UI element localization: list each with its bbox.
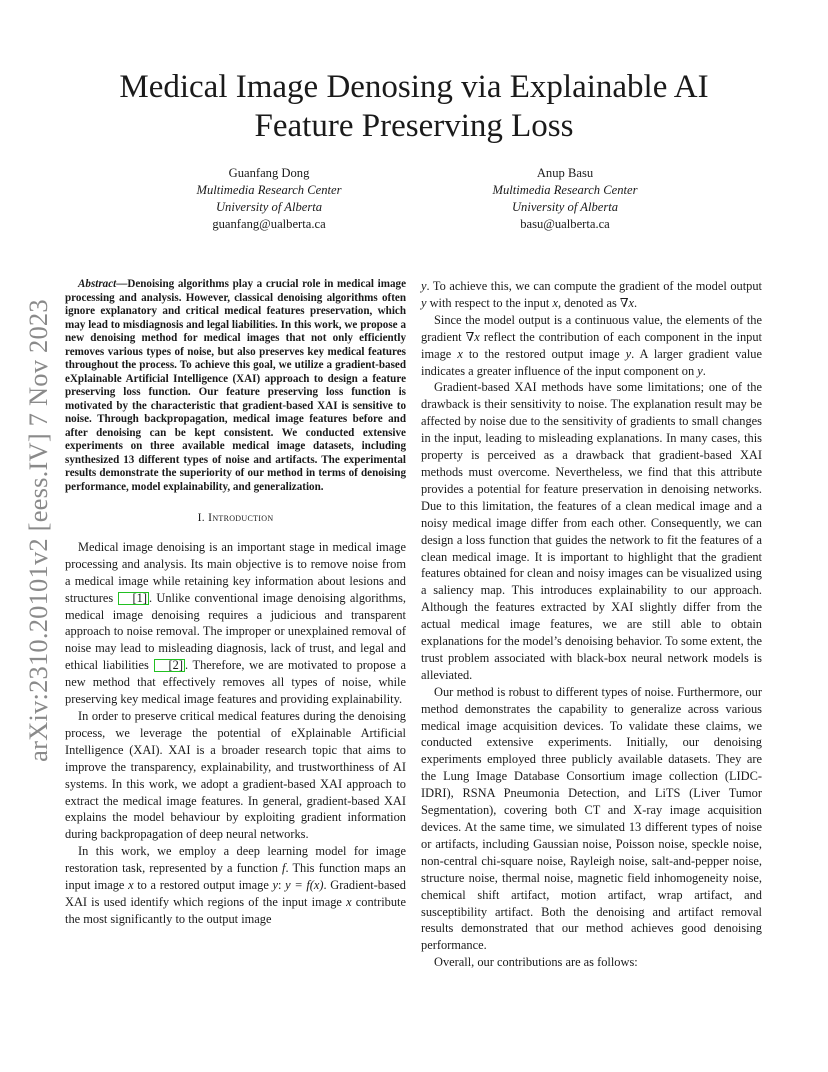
author-university: University of Alberta xyxy=(215,200,323,214)
citation-link[interactable]: [2] xyxy=(154,659,185,672)
section-numeral: I. xyxy=(197,511,205,524)
text-run: . A larger gradient value indicates a greater influence of the input component on xyxy=(421,346,762,378)
text-run: In this work, we employ a deep learning model for image restoration task, represented by a function xyxy=(65,844,406,876)
text-run: . Gradient-based XAI is used identify which regions of the input image xyxy=(65,878,406,909)
text-run: . xyxy=(702,363,706,378)
left-column xyxy=(65,278,406,928)
text-run: to the restored output image xyxy=(462,346,626,361)
text-run: . Unlike conventional image denoising algorithms, medical image denoising requires a judicious and transparent approach to noise removal. The improper or unexplained removal of noise may lead to misleading diagnosis, lack of trust, and legal and ethical liabilities xyxy=(65,590,406,673)
arxiv-stamp-text: arXiv:2310.20101v2 [eess.IV] 7 Nov 2023 xyxy=(22,298,53,762)
author-university: University of Alberta xyxy=(511,200,619,214)
abstract xyxy=(65,278,406,494)
text-run: Medical image denoising is an important stage in medical image processing and analysis. Its main objective is to remove noise from a medical image while retaining key information about lesions and structures xyxy=(65,539,406,605)
intro-paragraph-6: Our method is robust to different types of noise. Furthermore, our method demonstrates the capability to generalize across various medical image acquisition devices. To validate these claims, we conducted extensive experiments. Initially, our denoising experiments employed three publicly available datasets. They are the Lung Image Database Consortium image collection (LIDC-IDRI), RSNA Pneumonia Detection, and LiTS (Liver Tumor Segmentation), covering both CT and X-ray image acquisition devices. At the same time, we simulated 13 different types of noise or artifacts, including Gaussian noise, Poisson noise, speckle noise, non-central chi-square noise, Rayleigh noise, salt-and-pepper noise, structure noise, thermal noise, magnetic field inhomogeneity noise, chemical shift artifact, motion artifact, wrap artifact, and susceptibility artifact. Both the denoising and artifact removal results demonstrated that our method achieves good denoising performance. xyxy=(421,684,762,953)
author-email: basu@ualberta.ca xyxy=(520,217,610,231)
author-affiliation: Multimedia Research Center xyxy=(492,183,638,197)
math-symbol: x xyxy=(346,894,352,909)
abstract-label: Abstract xyxy=(78,278,117,290)
author-affiliation: Multimedia Research Center xyxy=(196,183,342,197)
text-run: , denoted as xyxy=(557,295,620,310)
paper-title xyxy=(80,68,748,146)
abstract-text: Denoising algorithms play a crucial role in medical image processing and analysis. However, classical denoising algorithms often ignore explanatory and critical medical features preservation, which may lead to misdiagnosis and legal liabilities. In this work, we propose a new denoising method for medical images that not only efficiently removes various types of noise, but also preserves key medical features throughout the process. To achieve this goal, we utilize a gradient-based eXplainable Artificial Intelligence (XAI) approach to design a feature preserving loss function. Our feature preserving loss function is motivated by the characteristic that gradient-based XAI is sensitive to noise. Through backpropagation, medical image features before and after denoising can be kept consistent. We conducted extensive experiments on three available medical image datasets, including synthesized 13 different types of noise and artifacts. The experimental results demonstrate the superiority of our method in terms of denoising performance, model explainability, and generalization. xyxy=(65,278,406,493)
author-block-1 xyxy=(129,165,409,233)
math-symbol: x xyxy=(128,878,134,893)
text-run: with respect to the input xyxy=(426,295,553,310)
math-equation: y = f(x) xyxy=(285,878,324,893)
title-line-1: Medical Image Denosing via Explainable AI xyxy=(119,69,709,105)
intro-paragraph-5: Gradient-based XAI methods have some limitations; one of the drawback is their sensitivity to noise. The explanation result may be affected by noise due to the sensitivity of gradients to small changes in the input, leading to misleading explanations. In many cases, this property is perceived as a drawback that gradient-based XAI methods must overcome. Nevertheless, we find that this attribute provides a potential for feature preservation in denoising networks. Due to this limitation, the features of a clean medical image and a noisy medical image differ from each other. Consequently, we can design a loss function that guides the network to fit the features of a clean medical image. It is important to highlight that the gradient features obtained for clean and noisy images can be visualized using a saliency map. This introduces explainability to our approach. Although the features extracted by XAI slightly differ from the actual medical image features, we are still able to obtain explanations for the model’s denoising behavior. To some extent, the trust problem associated with black-box neural network models is alleviated. xyxy=(421,380,762,682)
math-symbol: ∇x xyxy=(465,329,480,344)
math-symbol: y xyxy=(272,878,279,893)
math-symbol: y xyxy=(625,346,632,361)
text-run: . This function maps an input image xyxy=(65,861,406,893)
text-run: contribute the most significantly to the output image xyxy=(65,894,406,926)
text-run: . Therefore, we are motivated to propose a new method that effectively removes all types of noise, while preserving key medical image features and providing explainability. xyxy=(65,658,406,707)
intro-paragraph-2: In order to preserve critical medical features during the denoising process, we leverage the potential of eXplainable Artificial Intelligence (XAI). XAI is a broader research topic that aims to improve the transparency, explainability, and trustworthiness of AI systems. In this work, we adopt a gradient-based XAI approach to extract the medical image features. In general, gradient-based XAI explains the model behaviour by exploiting gradient information during backpropagation of deep neural networks. xyxy=(65,708,406,842)
intro-paragraph-4 xyxy=(421,312,762,380)
abstract-dash: — xyxy=(116,278,128,290)
citation-link[interactable]: [1] xyxy=(118,592,149,605)
intro-paragraph-1 xyxy=(65,539,406,708)
text-run: : xyxy=(278,878,286,893)
section-name: Introduction xyxy=(208,511,274,524)
author-name: Anup Basu xyxy=(536,166,594,180)
text-run: . To achieve this, we can compute the gradient of the model output xyxy=(426,279,762,293)
math-symbol: y xyxy=(421,295,427,310)
section-heading-introduction xyxy=(65,510,406,527)
text-run: reflect the contribution of each component in the input image xyxy=(421,329,762,361)
math-symbol: f xyxy=(282,861,286,876)
math-symbol: ∇x xyxy=(619,295,635,310)
intro-paragraph-3 xyxy=(65,843,406,928)
math-symbol: y xyxy=(697,363,703,378)
arxiv-stamp xyxy=(18,290,58,770)
intro-paragraph-7: Overall, our contributions are as follows: xyxy=(434,955,638,970)
author-email: guanfang@ualberta.ca xyxy=(212,217,326,231)
math-symbol: x xyxy=(552,295,558,310)
author-name: Guanfang Dong xyxy=(228,166,310,180)
title-line-2: Feature Preserving Loss xyxy=(254,108,574,144)
math-symbol: y xyxy=(421,279,427,293)
text-run: to a restored output image xyxy=(133,878,273,893)
math-symbol: x xyxy=(457,346,463,361)
text-run: Since the model output is a continuous value, the elements of the gradient xyxy=(421,312,762,344)
right-column xyxy=(421,278,762,971)
intro-paragraph-3-continued xyxy=(421,278,762,312)
text-run: . xyxy=(634,295,638,310)
author-block-2 xyxy=(425,165,705,233)
